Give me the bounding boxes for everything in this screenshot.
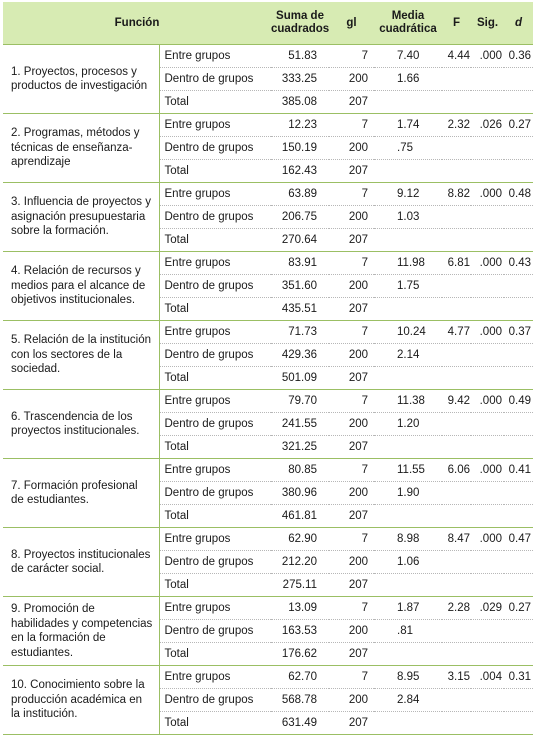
significance-cell: .000 bbox=[471, 528, 504, 551]
f-value-cell bbox=[442, 344, 471, 367]
f-value-cell: 4.44 bbox=[442, 45, 471, 68]
significance-cell: .000 bbox=[471, 252, 504, 275]
mean-square-cell bbox=[374, 643, 442, 666]
source-label: Dentro de grupos bbox=[159, 344, 271, 367]
source-label: Dentro de grupos bbox=[159, 689, 271, 712]
df-cell: 7 bbox=[329, 528, 374, 551]
sum-of-squares-cell: 333.25 bbox=[271, 68, 329, 91]
mean-square-cell bbox=[374, 91, 442, 114]
header-f-label: F bbox=[452, 16, 461, 29]
table-row-entre-grupos bbox=[3, 252, 533, 275]
effect-size-cell bbox=[504, 68, 533, 91]
sum-of-squares-cell: 51.83 bbox=[271, 45, 329, 68]
source-label: Entre grupos bbox=[159, 528, 271, 551]
table-row-entre-grupos bbox=[3, 45, 533, 68]
df-cell: 7 bbox=[329, 321, 374, 344]
mean-square-cell: 11.38 bbox=[374, 390, 442, 413]
sum-of-squares-cell: 568.78 bbox=[271, 689, 329, 712]
significance-cell bbox=[471, 367, 504, 390]
mean-square-cell: 1.75 bbox=[374, 275, 442, 298]
sum-of-squares-cell: 71.73 bbox=[271, 321, 329, 344]
df-cell: 200 bbox=[329, 68, 374, 91]
mean-square-cell: 11.55 bbox=[374, 459, 442, 482]
source-label: Total bbox=[159, 436, 271, 459]
significance-cell bbox=[471, 551, 504, 574]
df-cell: 7 bbox=[329, 459, 374, 482]
source-label: Dentro de grupos bbox=[159, 68, 271, 91]
source-label: Total bbox=[159, 160, 271, 183]
header-f bbox=[442, 2, 471, 45]
significance-cell: .000 bbox=[471, 183, 504, 206]
df-cell: 200 bbox=[329, 482, 374, 505]
f-value-cell bbox=[442, 436, 471, 459]
source-label: Total bbox=[159, 367, 271, 390]
f-value-cell bbox=[442, 137, 471, 160]
effect-size-cell bbox=[504, 413, 533, 436]
mean-square-cell: 1.03 bbox=[374, 206, 442, 229]
anova-table-container bbox=[3, 2, 533, 735]
sum-of-squares-cell: 162.43 bbox=[271, 160, 329, 183]
effect-size-cell bbox=[504, 367, 533, 390]
effect-size-cell bbox=[504, 91, 533, 114]
source-label: Entre grupos bbox=[159, 45, 271, 68]
mean-square-cell: 9.12 bbox=[374, 183, 442, 206]
mean-square-cell: 1.66 bbox=[374, 68, 442, 91]
mean-square-cell bbox=[374, 229, 442, 252]
f-value-cell bbox=[442, 367, 471, 390]
effect-size-cell: 0.47 bbox=[504, 528, 533, 551]
f-value-cell bbox=[442, 482, 471, 505]
significance-cell bbox=[471, 620, 504, 643]
mean-square-cell bbox=[374, 160, 442, 183]
effect-size-cell bbox=[504, 643, 533, 666]
mean-square-cell: 8.98 bbox=[374, 528, 442, 551]
mean-square-cell: 7.40 bbox=[374, 45, 442, 68]
significance-cell bbox=[471, 574, 504, 597]
effect-size-cell: 0.31 bbox=[504, 666, 533, 689]
sum-of-squares-cell: 12.23 bbox=[271, 114, 329, 137]
f-value-cell: 9.42 bbox=[442, 390, 471, 413]
effect-size-cell: 0.37 bbox=[504, 321, 533, 344]
sum-of-squares-cell: 435.51 bbox=[271, 298, 329, 321]
significance-cell bbox=[471, 344, 504, 367]
mean-square-cell bbox=[374, 436, 442, 459]
funcion-cell: 2. Programas, métodos y técnicas de enseñanza-aprendizaje bbox=[3, 114, 159, 183]
df-cell: 7 bbox=[329, 597, 374, 620]
table-row-entre-grupos bbox=[3, 114, 533, 137]
table-row-entre-grupos bbox=[3, 321, 533, 344]
table-row-entre-grupos bbox=[3, 459, 533, 482]
significance-cell: .000 bbox=[471, 45, 504, 68]
source-label: Dentro de grupos bbox=[159, 413, 271, 436]
significance-cell bbox=[471, 206, 504, 229]
effect-size-cell: 0.43 bbox=[504, 252, 533, 275]
mean-square-cell: 2.14 bbox=[374, 344, 442, 367]
source-label: Total bbox=[159, 298, 271, 321]
header-sig-label: Sig. bbox=[476, 16, 499, 29]
f-value-cell bbox=[442, 275, 471, 298]
df-cell: 207 bbox=[329, 574, 374, 597]
f-value-cell bbox=[442, 298, 471, 321]
mean-square-cell: 1.90 bbox=[374, 482, 442, 505]
mean-square-cell: 1.06 bbox=[374, 551, 442, 574]
header-suma-line2: cuadrados bbox=[271, 23, 330, 35]
effect-size-cell bbox=[504, 712, 533, 735]
source-label: Dentro de grupos bbox=[159, 275, 271, 298]
sum-of-squares-cell: 176.62 bbox=[271, 643, 329, 666]
f-value-cell: 4.77 bbox=[442, 321, 471, 344]
header-media-line2: cuadrática bbox=[379, 23, 437, 35]
df-cell: 207 bbox=[329, 229, 374, 252]
sum-of-squares-cell: 385.08 bbox=[271, 91, 329, 114]
table-body bbox=[3, 45, 533, 735]
source-label: Entre grupos bbox=[159, 321, 271, 344]
significance-cell bbox=[471, 68, 504, 91]
source-label: Dentro de grupos bbox=[159, 620, 271, 643]
effect-size-cell bbox=[504, 436, 533, 459]
mean-square-cell bbox=[374, 367, 442, 390]
f-value-cell bbox=[442, 620, 471, 643]
source-label: Total bbox=[159, 574, 271, 597]
f-value-cell bbox=[442, 574, 471, 597]
sum-of-squares-cell: 163.53 bbox=[271, 620, 329, 643]
significance-cell: .029 bbox=[471, 597, 504, 620]
header-sig bbox=[471, 2, 504, 45]
source-label: Entre grupos bbox=[159, 666, 271, 689]
header-d bbox=[504, 2, 533, 45]
df-cell: 207 bbox=[329, 298, 374, 321]
f-value-cell bbox=[442, 505, 471, 528]
df-cell: 200 bbox=[329, 413, 374, 436]
significance-cell: .026 bbox=[471, 114, 504, 137]
sum-of-squares-cell: 351.60 bbox=[271, 275, 329, 298]
df-cell: 7 bbox=[329, 666, 374, 689]
source-label: Total bbox=[159, 229, 271, 252]
f-value-cell bbox=[442, 206, 471, 229]
significance-cell bbox=[471, 643, 504, 666]
df-cell: 207 bbox=[329, 91, 374, 114]
significance-cell bbox=[471, 482, 504, 505]
significance-cell: .000 bbox=[471, 459, 504, 482]
sum-of-squares-cell: 62.90 bbox=[271, 528, 329, 551]
source-label: Entre grupos bbox=[159, 183, 271, 206]
header-row bbox=[3, 2, 533, 45]
f-value-cell bbox=[442, 68, 471, 91]
sum-of-squares-cell: 241.55 bbox=[271, 413, 329, 436]
significance-cell bbox=[471, 712, 504, 735]
mean-square-cell: 1.74 bbox=[374, 114, 442, 137]
source-label: Entre grupos bbox=[159, 459, 271, 482]
funcion-cell: 10. Conocimiento sobre la producción académica en la institución. bbox=[3, 666, 159, 735]
funcion-cell: 6. Trascendencia de los proyectos institucionales. bbox=[3, 390, 159, 459]
df-cell: 200 bbox=[329, 275, 374, 298]
df-cell: 200 bbox=[329, 206, 374, 229]
effect-size-cell bbox=[504, 160, 533, 183]
sum-of-squares-cell: 501.09 bbox=[271, 367, 329, 390]
sum-of-squares-cell: 275.11 bbox=[271, 574, 329, 597]
funcion-cell: 4. Relación de recursos y medios para el alcance de objetivos institucionales. bbox=[3, 252, 159, 321]
significance-cell bbox=[471, 436, 504, 459]
source-label: Total bbox=[159, 643, 271, 666]
df-cell: 200 bbox=[329, 137, 374, 160]
df-cell: 7 bbox=[329, 252, 374, 275]
source-label: Entre grupos bbox=[159, 252, 271, 275]
f-value-cell bbox=[442, 643, 471, 666]
effect-size-cell bbox=[504, 275, 533, 298]
sum-of-squares-cell: 63.89 bbox=[271, 183, 329, 206]
f-value-cell: 6.81 bbox=[442, 252, 471, 275]
mean-square-cell: 1.87 bbox=[374, 597, 442, 620]
header-gl-label: gl bbox=[346, 16, 357, 29]
sum-of-squares-cell: 321.25 bbox=[271, 436, 329, 459]
df-cell: 200 bbox=[329, 551, 374, 574]
effect-size-cell bbox=[504, 229, 533, 252]
mean-square-cell: 1.20 bbox=[374, 413, 442, 436]
df-cell: 207 bbox=[329, 643, 374, 666]
sum-of-squares-cell: 80.85 bbox=[271, 459, 329, 482]
significance-cell bbox=[471, 137, 504, 160]
f-value-cell: 2.32 bbox=[442, 114, 471, 137]
effect-size-cell bbox=[504, 206, 533, 229]
df-cell: 207 bbox=[329, 436, 374, 459]
f-value-cell bbox=[442, 91, 471, 114]
effect-size-cell bbox=[504, 505, 533, 528]
df-cell: 200 bbox=[329, 344, 374, 367]
mean-square-cell: 11.98 bbox=[374, 252, 442, 275]
effect-size-cell: 0.27 bbox=[504, 114, 533, 137]
sum-of-squares-cell: 270.64 bbox=[271, 229, 329, 252]
f-value-cell bbox=[442, 229, 471, 252]
sum-of-squares-cell: 150.19 bbox=[271, 137, 329, 160]
funcion-cell: 5. Relación de la institución con los sectores de la sociedad. bbox=[3, 321, 159, 390]
df-cell: 207 bbox=[329, 712, 374, 735]
significance-cell: .004 bbox=[471, 666, 504, 689]
mean-square-cell: .81 bbox=[374, 620, 442, 643]
funcion-cell: 9. Promoción de habilidades y competencias en la formación de estudiantes. bbox=[3, 597, 159, 666]
df-cell: 7 bbox=[329, 390, 374, 413]
significance-cell: .000 bbox=[471, 390, 504, 413]
effect-size-cell bbox=[504, 620, 533, 643]
effect-size-cell bbox=[504, 298, 533, 321]
effect-size-cell bbox=[504, 551, 533, 574]
f-value-cell bbox=[442, 689, 471, 712]
mean-square-cell: 2.84 bbox=[374, 689, 442, 712]
f-value-cell: 8.47 bbox=[442, 528, 471, 551]
f-value-cell: 8.82 bbox=[442, 183, 471, 206]
f-value-cell: 2.28 bbox=[442, 597, 471, 620]
mean-square-cell: .75 bbox=[374, 137, 442, 160]
df-cell: 207 bbox=[329, 505, 374, 528]
sum-of-squares-cell: 79.70 bbox=[271, 390, 329, 413]
effect-size-cell: 0.49 bbox=[504, 390, 533, 413]
sum-of-squares-cell: 13.09 bbox=[271, 597, 329, 620]
sum-of-squares-cell: 429.36 bbox=[271, 344, 329, 367]
anova-table bbox=[3, 2, 533, 735]
sum-of-squares-cell: 206.75 bbox=[271, 206, 329, 229]
mean-square-cell: 8.95 bbox=[374, 666, 442, 689]
df-cell: 7 bbox=[329, 114, 374, 137]
source-label: Total bbox=[159, 505, 271, 528]
significance-cell bbox=[471, 413, 504, 436]
funcion-cell: 3. Influencia de proyectos y asignación presupuestaria sobre la formación. bbox=[3, 183, 159, 252]
source-label: Dentro de grupos bbox=[159, 137, 271, 160]
mean-square-cell bbox=[374, 298, 442, 321]
sum-of-squares-cell: 631.49 bbox=[271, 712, 329, 735]
source-label: Entre grupos bbox=[159, 390, 271, 413]
f-value-cell bbox=[442, 160, 471, 183]
mean-square-cell bbox=[374, 574, 442, 597]
table-row-entre-grupos bbox=[3, 528, 533, 551]
mean-square-cell bbox=[374, 712, 442, 735]
source-label: Total bbox=[159, 712, 271, 735]
significance-cell bbox=[471, 505, 504, 528]
funcion-cell: 1. Proyectos, procesos y productos de investigación bbox=[3, 45, 159, 114]
mean-square-cell bbox=[374, 505, 442, 528]
source-label: Total bbox=[159, 91, 271, 114]
significance-cell bbox=[471, 229, 504, 252]
header-suma-line1: Suma de bbox=[276, 10, 324, 22]
significance-cell: .000 bbox=[471, 321, 504, 344]
significance-cell bbox=[471, 298, 504, 321]
table-row-entre-grupos bbox=[3, 597, 533, 620]
df-cell: 7 bbox=[329, 45, 374, 68]
df-cell: 200 bbox=[329, 689, 374, 712]
header-funcion bbox=[3, 2, 271, 45]
source-label: Dentro de grupos bbox=[159, 551, 271, 574]
significance-cell bbox=[471, 275, 504, 298]
effect-size-cell: 0.27 bbox=[504, 597, 533, 620]
df-cell: 207 bbox=[329, 160, 374, 183]
f-value-cell bbox=[442, 712, 471, 735]
f-value-cell: 3.15 bbox=[442, 666, 471, 689]
header-media-line1: Media bbox=[391, 10, 425, 22]
f-value-cell: 6.06 bbox=[442, 459, 471, 482]
table-row-entre-grupos bbox=[3, 183, 533, 206]
sum-of-squares-cell: 380.96 bbox=[271, 482, 329, 505]
source-label: Dentro de grupos bbox=[159, 206, 271, 229]
effect-size-cell bbox=[504, 344, 533, 367]
significance-cell bbox=[471, 91, 504, 114]
source-label: Entre grupos bbox=[159, 114, 271, 137]
mean-square-cell: 10.24 bbox=[374, 321, 442, 344]
effect-size-cell bbox=[504, 689, 533, 712]
df-cell: 200 bbox=[329, 620, 374, 643]
sum-of-squares-cell: 461.81 bbox=[271, 505, 329, 528]
table-header bbox=[3, 2, 533, 45]
table-row-entre-grupos bbox=[3, 666, 533, 689]
f-value-cell bbox=[442, 551, 471, 574]
header-media-cuadratica bbox=[374, 2, 442, 45]
effect-size-cell bbox=[504, 574, 533, 597]
effect-size-cell: 0.41 bbox=[504, 459, 533, 482]
header-funcion-label: Función bbox=[114, 16, 160, 29]
source-label: Entre grupos bbox=[159, 597, 271, 620]
funcion-cell: 8. Proyectos institucionales de carácter social. bbox=[3, 528, 159, 597]
header-d-label: d bbox=[514, 16, 523, 29]
effect-size-cell: 0.36 bbox=[504, 45, 533, 68]
effect-size-cell: 0.48 bbox=[504, 183, 533, 206]
df-cell: 207 bbox=[329, 367, 374, 390]
header-gl bbox=[329, 2, 374, 45]
f-value-cell bbox=[442, 413, 471, 436]
significance-cell bbox=[471, 160, 504, 183]
sum-of-squares-cell: 83.91 bbox=[271, 252, 329, 275]
effect-size-cell bbox=[504, 482, 533, 505]
effect-size-cell bbox=[504, 137, 533, 160]
sum-of-squares-cell: 62.70 bbox=[271, 666, 329, 689]
funcion-cell: 7. Formación profesional de estudiantes. bbox=[3, 459, 159, 528]
table-row-entre-grupos bbox=[3, 390, 533, 413]
header-suma-cuadrados bbox=[271, 2, 329, 45]
significance-cell bbox=[471, 689, 504, 712]
source-label: Dentro de grupos bbox=[159, 482, 271, 505]
sum-of-squares-cell: 212.20 bbox=[271, 551, 329, 574]
df-cell: 7 bbox=[329, 183, 374, 206]
